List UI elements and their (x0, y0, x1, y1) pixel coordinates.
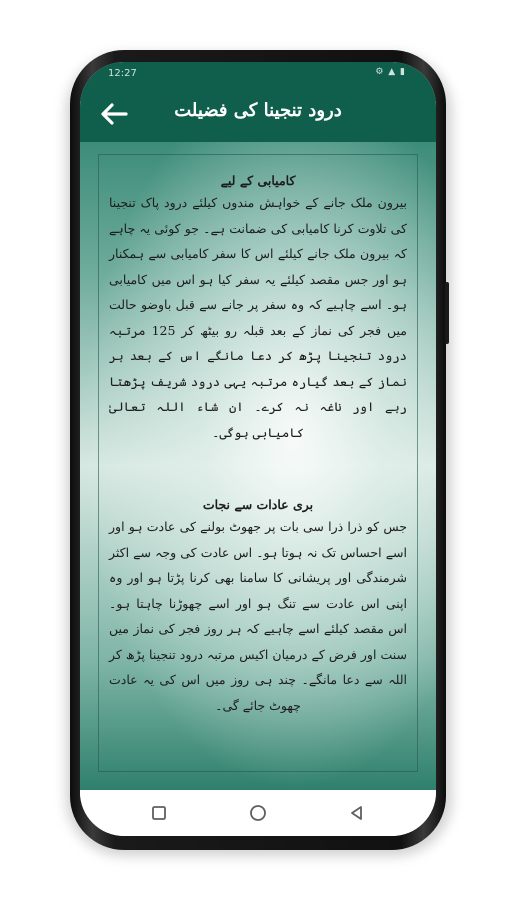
page-title: درود تنجینا کی فضیلت (174, 100, 342, 121)
square-icon (148, 802, 170, 824)
circle-icon (247, 802, 269, 824)
section-gap (109, 445, 407, 487)
text-card (98, 154, 418, 772)
section-title-success: کامیابی کے لیے (220, 173, 296, 188)
recent-apps-button[interactable] (148, 802, 170, 824)
back-nav-button[interactable] (346, 802, 368, 824)
section-body-habits: جس کو ذرا ذرا سی بات پر جھوٹ بولنے کی عادت ہو اور اسے احساس تک نہ ہوتا ہو۔ اس عادت کی وجہ سے اکثر شرمندگی اور پریشانی کا سامنا بھی کرنا پڑتا ہو اور وہ اپنی اس عادت سے تنگ ہو اور اسے چھوڑنا چاہتا ہو۔ اس مقصد کیلئے اسے چاہیے کہ ہر روز فجر کی نماز میں سنت اور فرض کے درمیان اکیس مرتبہ درود تنجینا پڑھ کر اللہ سے دعا مانگے۔ چند ہی روز میں اس کی یہ عادت چھوٹ جائے گی۔ (109, 519, 407, 713)
content-area[interactable] (80, 142, 436, 790)
phone-frame (70, 50, 446, 850)
phone-screen (80, 62, 436, 836)
status-time: 12:27 (108, 68, 137, 79)
app-bar (80, 86, 436, 142)
home-button[interactable] (247, 802, 269, 824)
triangle-back-icon (346, 802, 368, 824)
status-bar (80, 62, 436, 86)
system-nav-bar (80, 790, 436, 836)
section-title-habits: بری عادات سے نجات (202, 497, 314, 512)
status-icons: ⚙ ▲ ▮ (375, 67, 406, 77)
power-button (445, 282, 449, 344)
section-body-success: بیرون ملک جانے کے خواہش مندوں کیلئے درود پاک تنجینا کی تلاوت کرنا کامیابی کی ضمانت ہے۔ جو کوئی یہ چاہے کہ بیرون ملک جانے کیلئے اس کا سفر کامیابی سے ہمکنار ہو اور جس مقصد کیلئے یہ سفر کیا ہو اس میں کامیابی ہو۔ اسے چاہیے کہ وہ سفر پر جانے سے قبل باوضو حالت میں فجر کی نماز کے بعد قبلہ رو بیٹھ کر 125 مرتبہ درود تنجینا پڑھ کر دعا مانگے اس کے بعد ہر نماز کے بعد گیارہ مرتبہ یہی درود شریف پڑھتا رہے اور ناغہ نہ کرے۔ ان شاء اللہ تعالیٰ کامیابی ہوگی۔ (109, 195, 407, 440)
